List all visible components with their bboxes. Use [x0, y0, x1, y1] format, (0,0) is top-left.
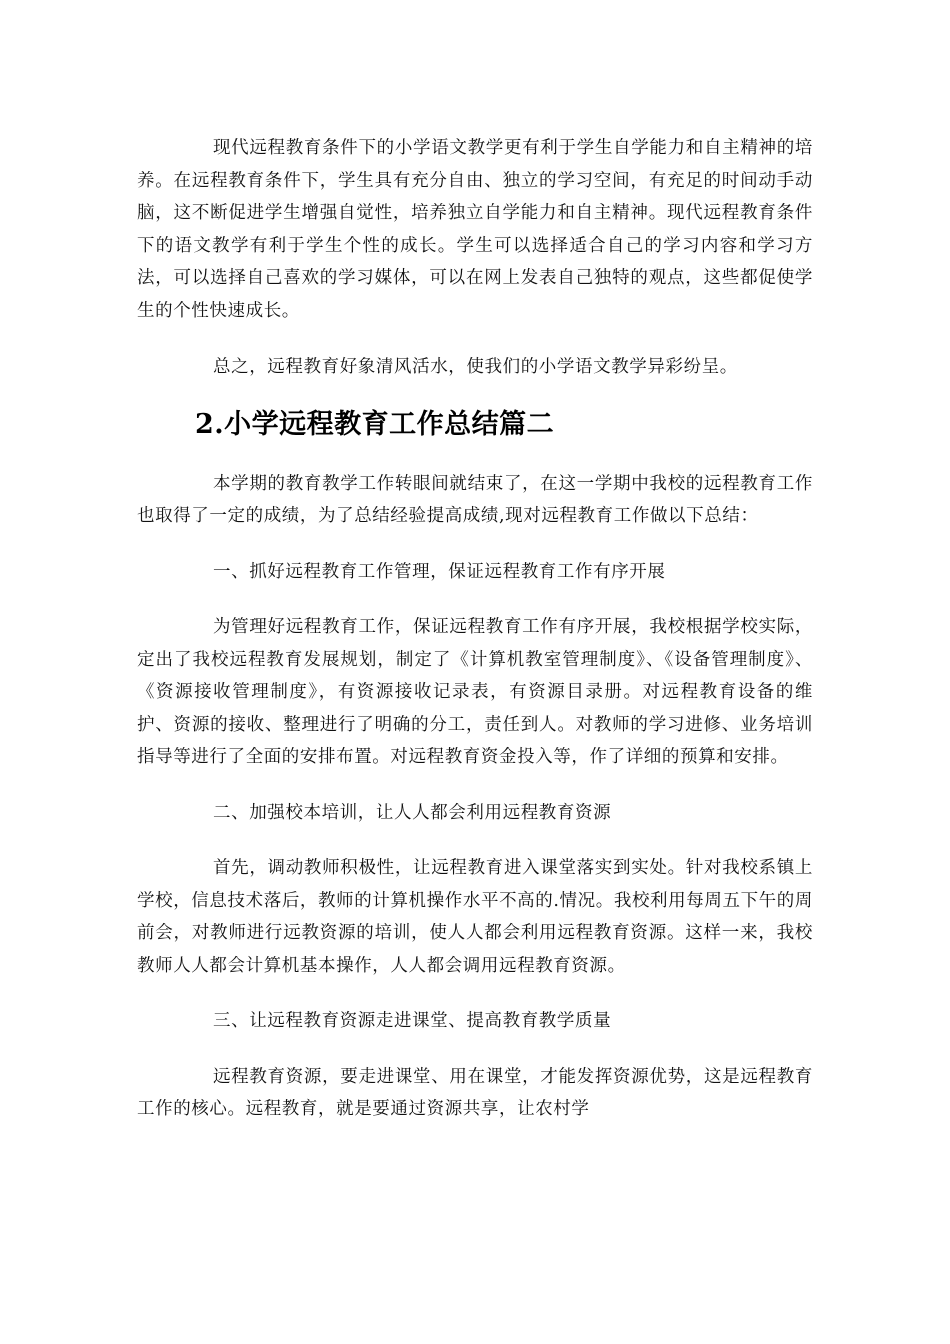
paragraph: 首先，调动教师积极性，让远程教育进入课堂落实到实处。针对我校系镇上学校，信息技术落后，教师的计算机操作水平不高的.情况。我校利用每周五下午的周前会，对教师进行远教资源的培训，使人人都会利用远程教育资源。这样一来，我校教师人人都会计算机基本操作，人人都会调用远程教育资源。 — [137, 858, 813, 976]
paragraph: 本学期的教育教学工作转眼间就结束了，在这一学期中我校的远程教育工作也取得了一定的成绩，为了总结经验提高成绩,现对远程教育工作做以下总结： — [137, 473, 813, 526]
paragraph: 总之，远程教育好象清风活水，使我们的小学语文教学异彩纷呈。 — [213, 357, 738, 377]
subsection-heading: 一、抓好远程教育工作管理，保证远程教育工作有序开展 — [213, 561, 666, 582]
subsection-heading: 三、让远程教育资源走进课堂、提高教育教学质量 — [213, 1011, 612, 1031]
paragraph: 为管理好远程教育工作，保证远程教育工作有序开展，我校根据学校实际，定出了我校远程教育发展规划，制定了《计算机教室管理制度》、《设备管理制度》、《资源接收管理制度》，有资源接收记录表，有资源目录册。对远程教育设备的维护、资源的接收、整理进行了明确的分工，责任到人。对教师的学习进修、业务培训指导等进行了全面的安排布置。对远程教育资金投入等，作了详细的预算和安排。 — [137, 617, 813, 767]
section-heading: 2.小学远程教育工作总结篇二 — [195, 408, 555, 440]
paragraph: 远程教育资源，要走进课堂、用在课堂，才能发挥资源优势，这是远程教育工作的核心。远程教育，就是要通过资源共享，让农村学 — [137, 1066, 813, 1119]
paragraph: 现代远程教育条件下的小学语文教学更有利于学生自学能力和自主精神的培养。在远程教育条件下，学生具有充分自由、独立的学习空间，有充足的时间动手动脑，这不断促进学生增强自觉性，培养独立自学能力和自主精神。现代远程教育条件下的语文教学有利于学生个性的成长。学生可以选择适合自己的学习内容和学习方法，可以选择自己喜欢的学习媒体，可以在网上发表自己独特的观点，这些都促使学生的个性快速成长。 — [137, 138, 813, 321]
document-body — [137, 132, 813, 1126]
subsection-heading: 二、加强校本培训，让人人都会利用远程教育资源 — [213, 802, 612, 823]
